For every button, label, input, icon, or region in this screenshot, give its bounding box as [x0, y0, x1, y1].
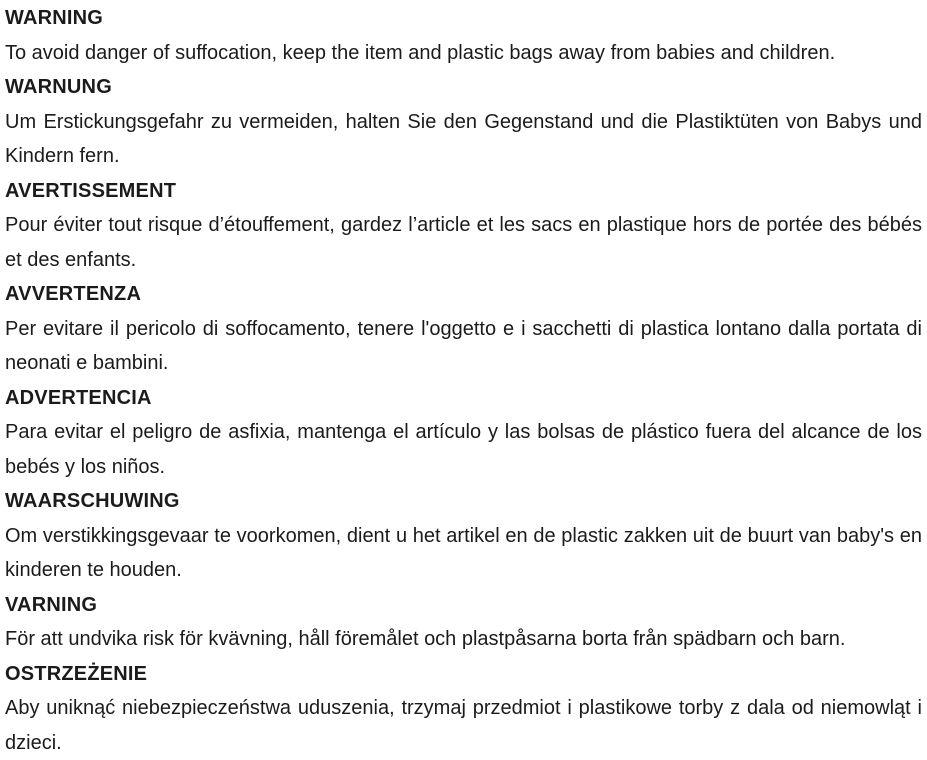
- warning-block-es: [5, 381, 922, 485]
- warning-body-en: To avoid danger of suffocation, keep the item and plastic bags away from babies and children.: [5, 36, 922, 71]
- warning-heading-sv: VARNING: [5, 588, 922, 623]
- warning-body-sv: För att undvika risk för kvävning, håll föremålet och plastpåsarna borta från spädbarn och barn.: [5, 622, 922, 657]
- warning-body-es: Para evitar el peligro de asfixia, mantenga el artículo y las bolsas de plástico fuera del alcance de los bebés y los niños.: [5, 415, 922, 484]
- warning-block-pl: [5, 657, 922, 760]
- warning-body-pl: Aby uniknąć niebezpieczeństwa uduszenia, trzymaj przedmiot i plastikowe torby z dala od niemowląt i dzieci.: [5, 691, 922, 760]
- warning-block-nl: [5, 484, 922, 588]
- warning-heading-en: WARNING: [5, 1, 922, 36]
- warning-block-de: [5, 70, 922, 174]
- warning-heading-pl: OSTRZEŻENIE: [5, 657, 922, 692]
- warning-heading-de: WARNUNG: [5, 70, 922, 105]
- warning-block-fr: [5, 174, 922, 278]
- warning-heading-fr: AVERTISSEMENT: [5, 174, 922, 209]
- warning-body-fr: Pour éviter tout risque d’étouffement, gardez l’article et les sacs en plastique hors de portée des bébés et des enfants.: [5, 208, 922, 277]
- warning-heading-nl: WAARSCHUWING: [5, 484, 922, 519]
- warning-block-it: [5, 277, 922, 381]
- warning-body-nl: Om verstikkingsgevaar te voorkomen, dient u het artikel en de plastic zakken uit de buurt van baby's en kinderen te houden.: [5, 519, 922, 588]
- warning-body-de: Um Erstickungsgefahr zu vermeiden, halten Sie den Gegenstand und die Plastiktüten von Babys und Kindern fern.: [5, 105, 922, 174]
- warning-heading-it: AVVERTENZA: [5, 277, 922, 312]
- warning-block-en: [5, 1, 922, 70]
- warning-body-it: Per evitare il pericolo di soffocamento, tenere l'oggetto e i sacchetti di plastica lontano dalla portata di neonati e bambini.: [5, 312, 922, 381]
- warning-block-sv: [5, 588, 922, 657]
- warning-heading-es: ADVERTENCIA: [5, 381, 922, 416]
